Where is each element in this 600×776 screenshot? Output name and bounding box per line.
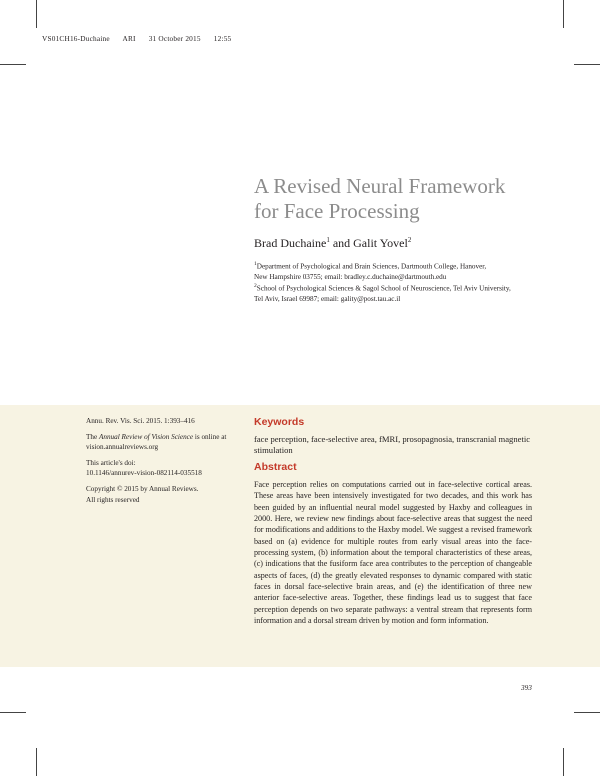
affiliation-line: $^1$Department of Psychological and Brain Sciences, Dartmouth College, Hanover, bbox=[254, 261, 487, 271]
running-header bbox=[42, 34, 242, 43]
author-affiliation-marker: 1 bbox=[326, 236, 330, 244]
title-line-1: A Revised Neural Framework bbox=[254, 174, 506, 198]
affiliation-line: New Hampshire 03755; email: bradley.c.duchaine@dartmouth.edu bbox=[254, 272, 447, 281]
copyright-block bbox=[86, 484, 236, 505]
rights: All rights reserved bbox=[86, 495, 140, 504]
header-time: 12:55 bbox=[213, 34, 232, 43]
article-metadata-sidebar bbox=[86, 416, 236, 510]
header-code: VS01CH16-Duchaine bbox=[42, 34, 110, 43]
doi-label: This article's doi: bbox=[86, 458, 136, 467]
crop-mark-top-left-horizontal bbox=[0, 64, 26, 65]
affiliation-marker: 1 bbox=[254, 261, 257, 267]
header-journal: ARI bbox=[122, 34, 136, 43]
copyright: Copyright © 2015 by Annual Reviews. bbox=[86, 484, 199, 493]
author-name: Brad Duchaine bbox=[254, 236, 327, 250]
crop-mark-bottom-left-vertical bbox=[36, 748, 37, 776]
citation: Annu. Rev. Vis. Sci. 2015. 1:393–416 bbox=[86, 417, 195, 425]
affiliation bbox=[254, 259, 524, 283]
keywords-text: face perception, face-selective area, fMRI, prosopagnosia, transcranial magnetic stimulation bbox=[254, 434, 531, 455]
crop-mark-bottom-left-horizontal bbox=[0, 712, 26, 713]
abstract-text: Face perception relies on computations carried out in face-selective cortical areas. These areas have been intensively investigated for two decades, and this work has been guided by an influential neural model suggested by Haxby and colleagues in 2000. Here, we review new findings about face-selective areas that suggest the need for modifications and additions to the Haxby model. We suggest a revised framework based on (a) evidence for multiple routes from early visual areas into the face-processing system, (b) information about the temporal characteristics of these areas, (c) indications that the fusiform face area contributes to the perception of changeable aspects of faces, (d) the greatly elevated responses to dynamic compared with static faces in dorsal face-selective brain areas, and (e) the identification of three new anterior face-selective areas. Together, these findings lead us to suggest that face perception depends on two separate pathways: a ventral stream that represents form information and a dorsal stream driven by motion and form information. bbox=[254, 480, 532, 626]
online-notice: The Annual Review of Vision Science is online at vision.annualreviews.org bbox=[86, 432, 227, 452]
header-date: 31 October 2015 bbox=[148, 34, 201, 43]
affiliation-line: $^2$School of Psychological Sciences & Sagol School of Neuroscience, Tel Aviv University, bbox=[254, 283, 511, 293]
author-conjunction: and bbox=[329, 236, 354, 250]
doi-block bbox=[86, 458, 236, 479]
author-affiliation-marker: 2 bbox=[407, 236, 412, 244]
crop-mark-top-left-vertical bbox=[36, 0, 37, 28]
crop-mark-bottom-right-horizontal bbox=[574, 712, 600, 713]
article-title bbox=[254, 174, 554, 224]
page-number: 393 bbox=[521, 683, 532, 692]
crop-mark-bottom-right-vertical bbox=[563, 748, 564, 776]
author-list bbox=[254, 236, 411, 251]
title-line-2: for Face Processing bbox=[254, 199, 420, 223]
affiliation bbox=[254, 281, 524, 305]
crop-mark-top-right-vertical bbox=[563, 0, 564, 28]
keywords-heading: Keywords bbox=[254, 416, 305, 428]
journal-name: Annual Review of Vision Science bbox=[98, 432, 194, 441]
affiliation-line: Tel Aviv, Israel 69987; email: gality@post.tau.ac.il bbox=[254, 294, 401, 303]
affiliation-marker: 2 bbox=[254, 283, 257, 289]
abstract-heading: Abstract bbox=[254, 461, 297, 473]
author-name: Galit Yovel bbox=[353, 236, 408, 250]
doi-link[interactable]: 10.1146/annurev-vision-082114-035518 bbox=[86, 469, 202, 478]
crop-mark-top-right-horizontal bbox=[574, 64, 600, 65]
